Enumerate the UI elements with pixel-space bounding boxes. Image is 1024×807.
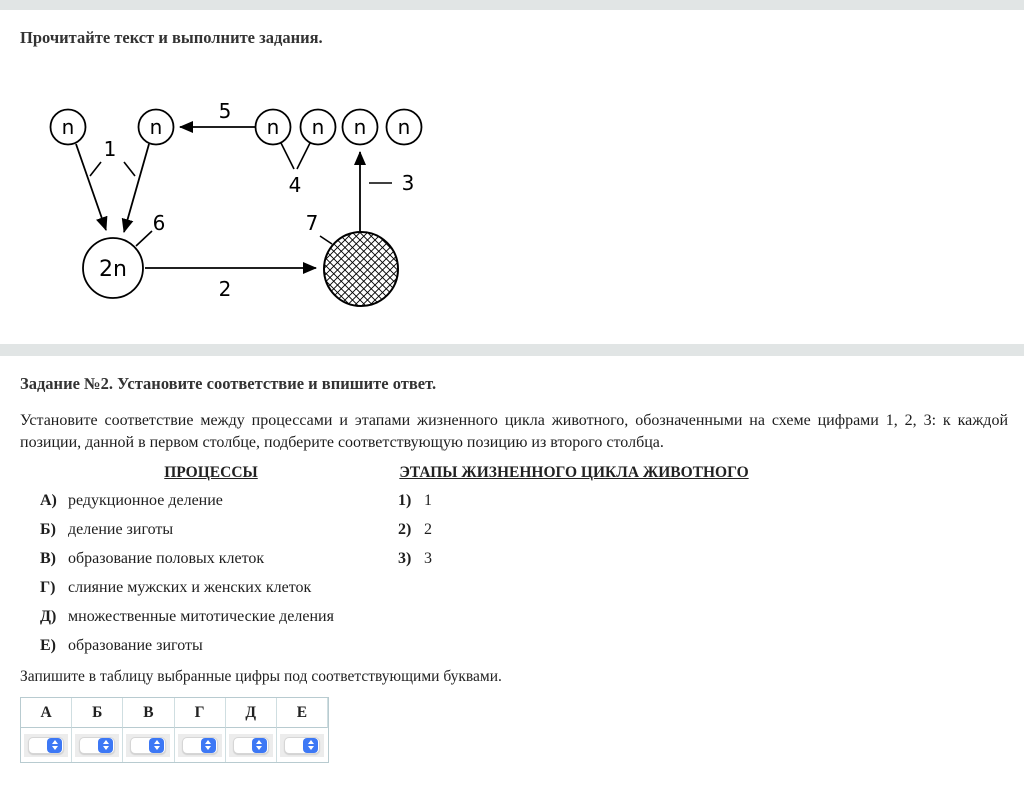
select-stepper-icon (303, 738, 318, 753)
answer-table (20, 697, 329, 763)
answer-col-v: В (123, 698, 174, 728)
stage-item-2 (398, 521, 598, 539)
process-item-b (40, 521, 400, 539)
answer-select-e[interactable] (280, 734, 324, 757)
process-letter: Г) (40, 579, 56, 596)
answer-select-b[interactable] (75, 734, 119, 757)
process-letter: А) (40, 492, 57, 509)
cell-n-4-label: n (311, 115, 325, 139)
label-5: 5 (218, 99, 232, 123)
process-letter: Б) (40, 521, 56, 538)
answer-col-e: Е (277, 698, 328, 728)
process-letter: Д) (40, 608, 57, 625)
answer-col-a: А (21, 698, 72, 728)
process-text: образование зиготы (68, 637, 203, 654)
process-item-g (40, 579, 400, 597)
v-line-left (281, 143, 294, 169)
process-text: образование половых клеток (68, 550, 265, 567)
v-line-right (297, 143, 310, 169)
stage-text: 1 (424, 492, 432, 509)
arrow-meiosis-right (124, 144, 149, 232)
arrow-meiosis-left (76, 144, 106, 230)
label-7: 7 (305, 211, 319, 235)
answer-select-a[interactable] (24, 734, 68, 757)
answer-col-b: Б (72, 698, 123, 728)
process-letter: В) (40, 550, 56, 567)
cell-n-6-label: n (397, 115, 411, 139)
stage-item-1 (398, 492, 598, 510)
process-item-a (40, 492, 400, 510)
stages-column-header: ЭТАПЫ ЖИЗНЕННОГО ЦИКЛА ЖИВОТНОГО (399, 464, 749, 481)
label-2: 2 (218, 277, 232, 301)
hatched-cell (324, 232, 398, 306)
select-stepper-icon (201, 738, 216, 753)
cell-2n-label: 2n (99, 257, 127, 282)
process-text: множественные митотические деления (68, 608, 334, 625)
label-3: 3 (401, 171, 415, 195)
tick-6 (136, 231, 152, 246)
tick-1-left (90, 162, 101, 176)
answer-select-d[interactable] (229, 734, 273, 757)
section-divider (0, 344, 1024, 356)
stage-number: 2) (398, 521, 412, 538)
answer-cell-b (72, 728, 123, 762)
answer-cell-d (226, 728, 277, 762)
stage-number: 1) (398, 492, 412, 509)
process-item-d (40, 608, 400, 626)
answer-col-g: Г (175, 698, 226, 728)
stage-number: 3) (398, 550, 412, 567)
cell-n-2-label: n (149, 115, 163, 139)
stage-item-3 (398, 550, 598, 568)
label-1: 1 (103, 137, 117, 161)
tick-1-right (124, 162, 135, 176)
section2-heading: Задание №2. Установите соответствие и впишите ответ. (20, 374, 437, 393)
cell-n-5-label: n (353, 115, 367, 139)
answer-select-g[interactable] (178, 734, 222, 757)
select-stepper-icon (252, 738, 267, 753)
select-stepper-icon (149, 738, 164, 753)
answer-col-d: Д (226, 698, 277, 728)
process-item-e (40, 637, 400, 655)
task-instructions: Установите соответствие между процессами и этапами жизненного цикла животного, обозначенными на схеме цифрами 1, 2, 3: к каждой позиции, данной в первом столбце, подберите соответствующую позицию из второго столбца. (20, 412, 1008, 451)
life-cycle-diagram (0, 0, 470, 330)
cell-n-3-label: n (266, 115, 280, 139)
answer-cell-e (277, 728, 328, 762)
processes-column-header: ПРОЦЕССЫ (164, 464, 258, 481)
process-text: слияние мужских и женских клеток (68, 579, 312, 596)
select-stepper-icon (98, 738, 113, 753)
stage-text: 3 (424, 550, 432, 567)
answer-cell-g (175, 728, 226, 762)
process-text: редукционное деление (68, 492, 223, 509)
answer-note: Запишите в таблицу выбранные цифры под соответствующими буквами. (20, 668, 502, 685)
answer-select-v[interactable] (126, 734, 170, 757)
section1-heading: Прочитайте текст и выполните задания. (20, 28, 323, 47)
cell-n-1-label: n (61, 115, 75, 139)
answer-cell-v (123, 728, 174, 762)
process-text: деление зиготы (68, 521, 174, 538)
process-letter: Е) (40, 637, 56, 654)
label-6: 6 (152, 211, 166, 235)
process-item-v (40, 550, 400, 568)
tick-7 (320, 236, 332, 244)
answer-cell-a (21, 728, 72, 762)
label-4: 4 (288, 173, 302, 197)
stage-text: 2 (424, 521, 432, 538)
select-stepper-icon (47, 738, 62, 753)
